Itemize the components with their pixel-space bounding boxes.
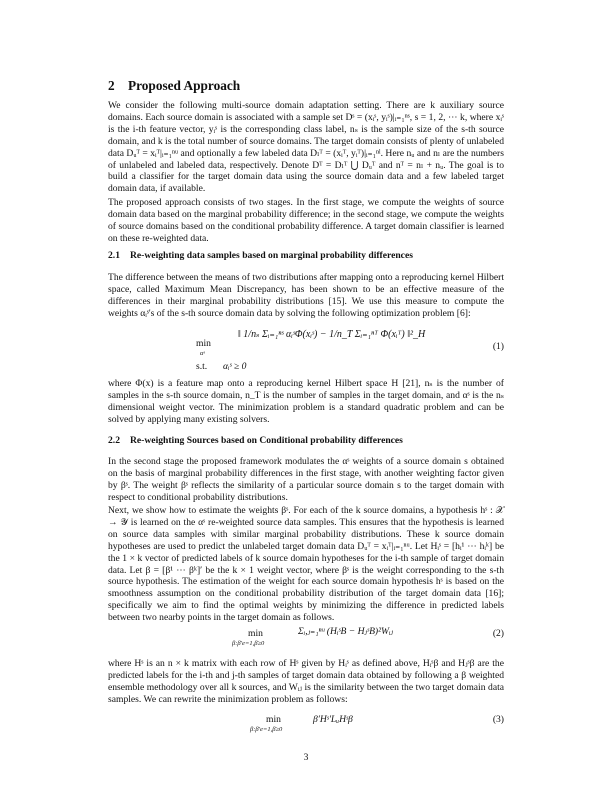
paragraph-two-stages: The proposed approach consists of two stages. In the first stage, we compute the weights of source domain data based on the marginal probability difference; in the second stage, we compute the weights of source domains based on the conditional probability difference. A target domain classifier is learned on these re-weighted data. (108, 197, 504, 244)
eq1-min: min (196, 338, 211, 349)
eq1-under: αˢ (200, 350, 205, 357)
subsection-number: 2.2 (108, 435, 120, 446)
eq3-under: β:β′e=1,β≥0 (250, 726, 283, 733)
equation-2 (108, 620, 504, 656)
section-heading (108, 78, 240, 94)
section-title: Proposed Approach (128, 78, 241, 93)
eq2-under: β:β′e=1,β≥0 (232, 640, 265, 647)
eq1-number: (1) (492, 341, 504, 352)
subsection-heading-2-2 (108, 435, 403, 446)
eq1-st: s.t. (196, 361, 208, 372)
subsection-heading-2-1 (108, 250, 413, 261)
eq3-number: (3) (492, 714, 504, 725)
subsection-title: Re-weighting Sources based on Conditional probability differences (130, 435, 403, 446)
paragraph-feature-map: where Φ(x) is a feature map onto a reproducing kernel Hilbert space H [21], nₛ is the number of samples in the s-th source domain, n_T is the number of samples in the target domain, and αˢ is the nₛ dimensional weight vector. The minimization problem is a standard quadratic problem and can be solved by applying many existing solvers. (108, 378, 504, 425)
section-number: 2 (108, 78, 115, 93)
subsection-title: Re-weighting data samples based on marginal probability differences (130, 250, 413, 261)
eq1-body: ‖ 1/nₛ Σᵢ₌₁ⁿˢ αᵢˢΦ(xᵢˢ) − 1/n_T Σᵢ₌₁ⁿᵀ Φ(xᵢᵀ) ‖²_H (238, 329, 426, 340)
page-number: 3 (303, 752, 309, 763)
equation-1 (108, 325, 504, 375)
paragraph-setting: We consider the following multi-source domain adaptation setting. There are k auxiliary source domains. Each source domain is associated with a sample set Dˢ = (xᵢˢ, yᵢˢ)|ᵢ₌₁ⁿˢ, s = 1, 2, ⋯ k, where xᵢˢ is the i-th feature vector, yᵢˢ is the corresponding class label, nₛ is the sample size of the s-th source domain, and k is the total number of source domains. The target domain consists of plenty of unlabeled data Dᵤᵀ = xᵢᵀ|ᵢ₌₁ⁿᵘ and optionally a few labeled data Dₗᵀ = (xᵢᵀ, yᵢᵀ)|ᵢ₌₁ⁿˡ. Here nᵤ and nₗ are the numbers of unlabeled and labeled data, respectively. Denote Dᵀ = Dₗᵀ ⋃ Dᵤᵀ and nᵀ = nₗ + nᵤ. The goal is to build a classifier for the target domain data using the source domain data and a few labeled target domain data, if available. (108, 100, 504, 195)
paragraph-estimate-beta: Next, we show how to estimate the weights βˢ. For each of the k source domains, a hypothesis hˢ : 𝒳 → 𝒴 is learned on the αˢ re-weighted source data samples. This ensures that the hypothesis is learned on source data samples with similar marginal probability distributions. These k source domain hypotheses are used to predict the unlabeled target domain data Dᵤᵀ = xᵢᵀ|ᵢ₌₁ⁿᵘ. Let Hᵢˢ = [hᵢ¹ ⋯ hᵢᵏ] be the 1 × k vector of predicted labels of k source domain hypotheses for the i-th sample of target domain data. Let β = [β¹ ⋯ βᵏ]′ be the k × 1 weight vector, where βˢ is the weight corresponding to the s-th source hypothesis. The estimation of the weight for each source domain hypothesis hˢ is based on the smoothness assumption on the conditional probability distribution of the target domain data [16]; specifically we aim to find the optimal weights by minimizing the difference in predicted labels between two nearby points in the target domain as follows. (108, 505, 504, 624)
paragraph-second-stage: In the second stage the proposed framework modulates the αˢ weights of a source domain s obtained on the basis of marginal probability differences in the first stage, with another weighting factor given by βˢ. The weight βˢ reflects the similarity of a particular source domain s to the target domain with respect to conditional probability distributions. (108, 456, 504, 503)
eq3-min: min (266, 714, 281, 725)
eq2-number: (2) (492, 628, 504, 639)
eq2-min: min (248, 628, 263, 639)
equation-3 (108, 710, 504, 740)
paragraph-matrix: where Hˢ is an n × k matrix with each row of Hˢ given by Hᵢˢ as defined above, Hᵢˢβ and Hⱼˢβ are the predicted labels for the i-th and j-th samples of target domain data obtained by following a β weighted ensemble methodology over all k sources, and Wᵢⱼ is the similarity between the two target domain data samples. We can rewrite the minimization problem as follows: (108, 658, 504, 705)
eq2-body: Σᵢ,ⱼ₌₁ⁿᵘ (HᵢˢB − HⱼˢB)²Wᵢⱼ (298, 626, 394, 637)
eq3-body: β′Hˢ′LᵤHˢβ (313, 714, 353, 725)
subsection-number: 2.1 (108, 250, 120, 261)
paragraph-mmd: The difference between the means of two distributions after mapping onto a reproducing kernel Hilbert space, called Maximum Mean Discrepancy, has been shown to be an effective measure of the differences in their marginal probability distributions [15]. We use this measure to compute the weights αᵢˢ's of the s-th source domain data by solving the following optimization problem [6]: (108, 272, 504, 319)
eq1-constraint: αᵢˢ ≥ 0 (223, 361, 247, 372)
